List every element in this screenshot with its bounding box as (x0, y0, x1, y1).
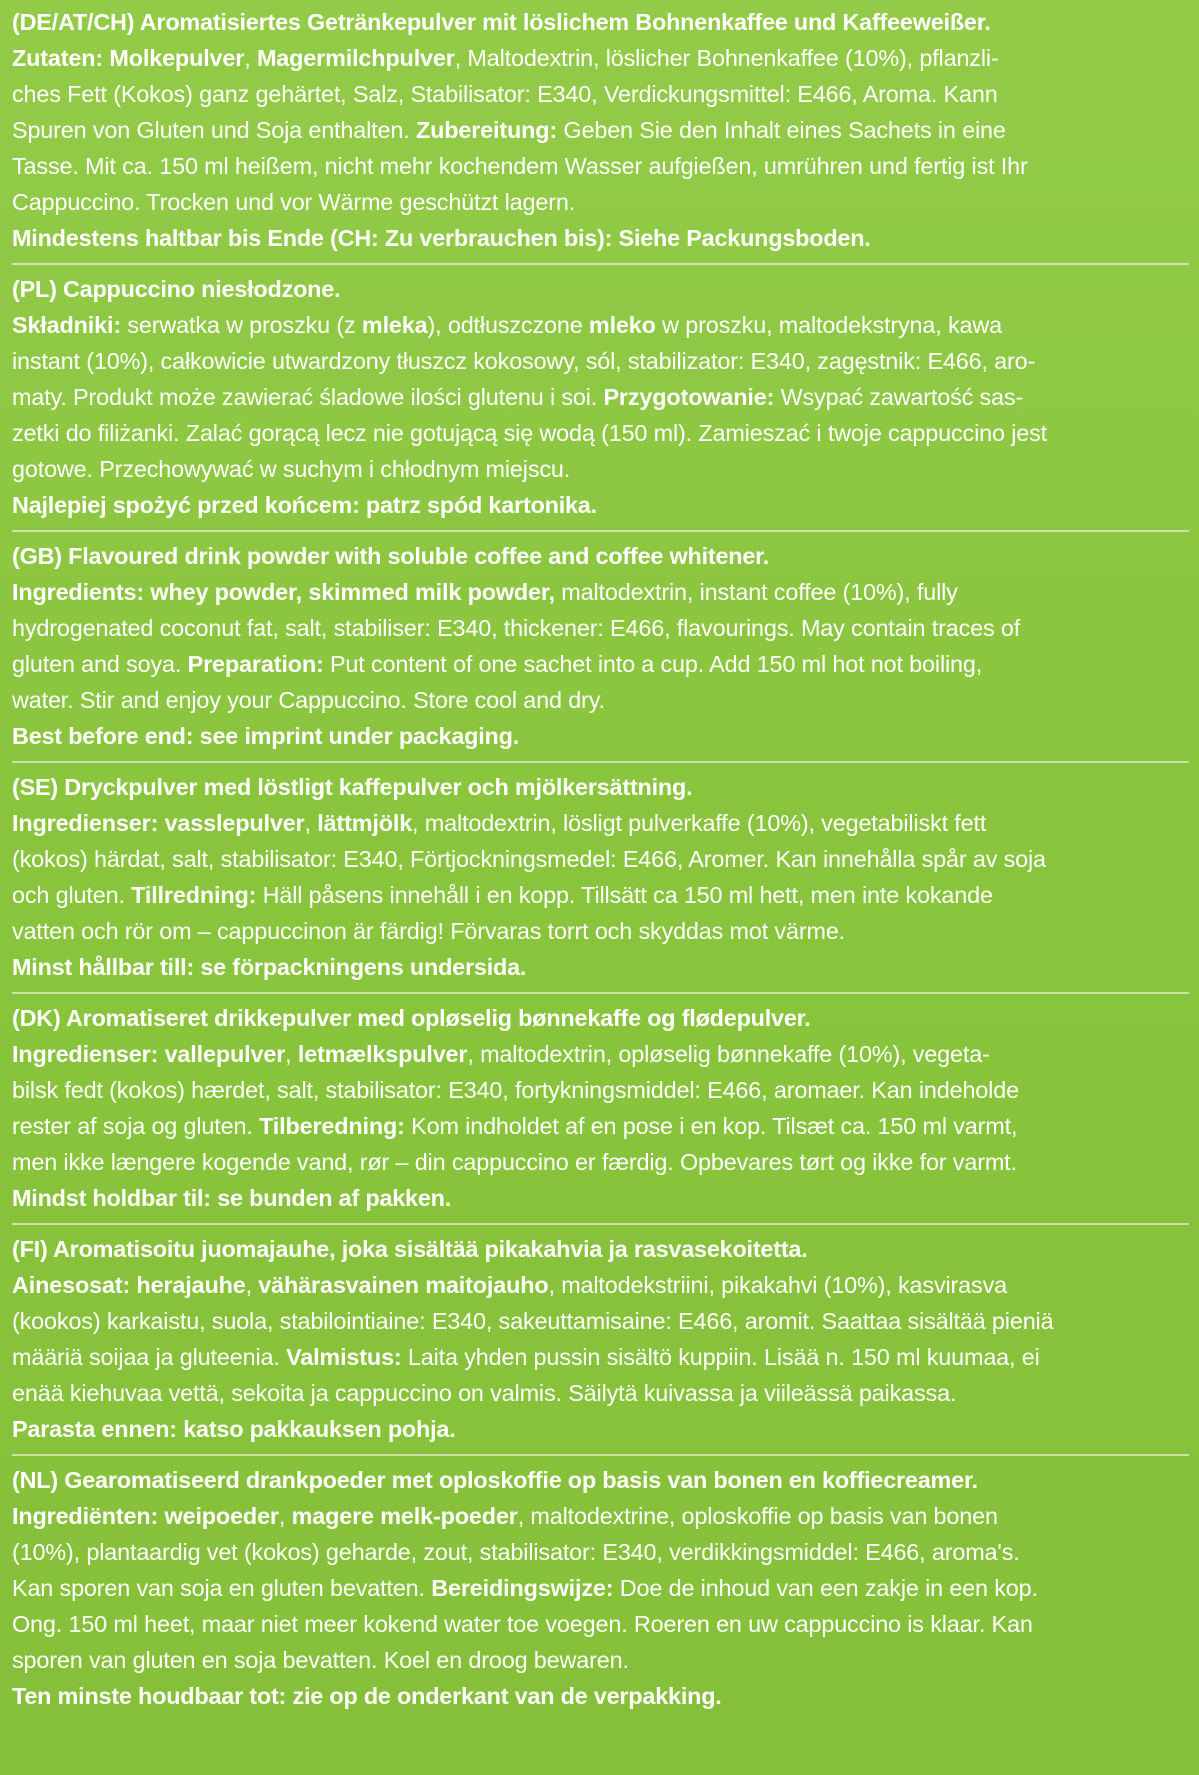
text-run: , Maltodextrin, löslicher Bohnenkaffee (10%), pflanzli- (454, 45, 999, 71)
body-line (12, 184, 1189, 220)
text-run: Kan sporen van soja en gluten bevatten. (12, 1575, 432, 1601)
bold-run: Preparation: (187, 651, 324, 677)
bold-run: letmælkspulver (297, 1041, 468, 1067)
best-before: Mindestens haltbar bis Ende (CH: Zu verbrauchen bis): Siehe Packungsboden. (12, 225, 871, 251)
body-line (12, 877, 1189, 913)
bold-run: Ingrediënten: weipoeder (12, 1503, 279, 1529)
section-body (12, 1036, 1189, 1180)
body-line (12, 148, 1189, 184)
text-run: Geben Sie den Inhalt eines Sachets in eine (557, 117, 1006, 143)
body-line (12, 610, 1189, 646)
bold-run: Tillredning: (131, 882, 257, 908)
text-run: , maltodextrin, opløselig bønnekaffe (10%), vegeta- (467, 1041, 990, 1067)
body-line (12, 574, 1189, 610)
body-line (12, 1072, 1189, 1108)
text-run: , (285, 1041, 298, 1067)
best-before: Minst hållbar till: se förpackningens undersida. (12, 954, 527, 980)
bold-run: Zutaten: Molkepulver (12, 45, 245, 71)
body-line (12, 307, 1189, 343)
section-heading: (DK) Aromatiseret drikkepulver med opløselig bønnekaffe og flødepulver. (12, 1005, 811, 1031)
bold-run: Ainesosat: herajauhe (12, 1272, 246, 1298)
text-run: Wsypać zawartość sas- (774, 384, 1024, 410)
section-fi (12, 1231, 1189, 1456)
best-before: Parasta ennen: katso pakkauksen pohja. (12, 1416, 456, 1442)
text-run: , maltodextrine, oploskoffie op basis van bonen (517, 1503, 998, 1529)
body-line (12, 1144, 1189, 1180)
body-line (12, 682, 1189, 718)
bold-run: mleka (361, 312, 428, 338)
section-body (12, 307, 1189, 487)
section-gb (12, 538, 1189, 763)
section-nl (12, 1462, 1189, 1721)
text-run: gotowe. Przechowywać w suchym i chłodnym miejscu. (12, 456, 571, 482)
text-run: maltodextrin, instant coffee (10%), fully (554, 579, 958, 605)
bold-run: vähärasvainen maitojauho (258, 1272, 549, 1298)
text-run: Cappuccino. Trocken und vor Wärme geschützt lagern. (12, 189, 576, 215)
body-line (12, 1606, 1189, 1642)
best-before: Best before end: see imprint under packaging. (12, 723, 519, 749)
text-run: vatten och rör om – cappuccinon är färdig! Förvaras torrt och skyddas mot värme. (12, 918, 846, 944)
section-dk (12, 1000, 1189, 1225)
bold-run: magere melk-poeder (291, 1503, 518, 1529)
section-body (12, 1498, 1189, 1678)
body-line (12, 1267, 1189, 1303)
section-body (12, 574, 1189, 718)
text-run: määriä soijaa ja gluteenia. (12, 1344, 287, 1370)
section-body (12, 1267, 1189, 1411)
text-run: Häll påsens innehåll i en kopp. Tillsätt ca 150 ml hett, men inte kokande (256, 882, 993, 908)
best-before: Mindst holdbar til: se bunden af pakken. (12, 1185, 452, 1211)
text-run: , (245, 1272, 259, 1298)
text-run: serwatka w proszku (z (121, 312, 362, 338)
text-run: gluten and soya. (12, 651, 188, 677)
section-de (12, 4, 1189, 265)
body-line (12, 379, 1189, 415)
text-run: , maltodextrin, lösligt pulverkaffe (10%), vegetabiliskt fett (412, 810, 987, 836)
section-heading: (NL) Gearomatiseerd drankpoeder met oploskoffie op basis van bonen en koffiecreamer. (12, 1467, 978, 1493)
text-run: , (244, 45, 257, 71)
text-run: Doe de inhoud van een zakje in een kop. (613, 1575, 1038, 1601)
bold-run: Przygotowanie: (603, 384, 775, 410)
bold-run: Bereidingswijze: (431, 1575, 614, 1601)
text-run: Spuren von Gluten und Soja enthalten. (12, 117, 416, 143)
section-heading: (FI) Aromatisoitu juomajauhe, joka sisältää pikakahvia ja rasvasekoitetta. (12, 1236, 808, 1262)
text-run: , (278, 1503, 292, 1529)
text-run: (kookos) karkaistu, suola, stabilointiaine: E340, sakeuttamisaine: E466, aromit. Saattaa sisältää pieniä (12, 1308, 1054, 1334)
text-run: hydrogenated coconut fat, salt, stabiliser: E340, thickener: E466, flavourings. May contain traces of (12, 615, 1021, 641)
text-run: men ikke længere kogende vand, rør – din cappuccino er færdig. Opbevares tørt og ikke for varmt. (12, 1149, 1017, 1175)
body-line (12, 1108, 1189, 1144)
text-run: , (304, 810, 318, 836)
text-run: zetki do filiżanki. Zalać gorącą lecz nie gotującą się wodą (150 ml). Zamieszać i twoje cappuccino jest (12, 420, 1048, 446)
text-run: Ong. 150 ml heet, maar niet meer kokend water toe voegen. Roeren en uw cappuccino is klaar. Kan (12, 1611, 1033, 1637)
bold-run: Ingredienser: vasslepulver (12, 810, 305, 836)
body-line (12, 805, 1189, 841)
text-run: (10%), plantaardig vet (kokos) geharde, zout, stabilisator: E340, verdikkingsmiddel: E466, aroma's. (12, 1539, 1020, 1565)
text-run: Laita yhden pussin sisältö kuppiin. Lisää n. 150 ml kuumaa, ei (401, 1344, 1040, 1370)
section-body (12, 805, 1189, 949)
text-run: ches Fett (Kokos) ganz gehärtet, Salz, Stabilisator: E340, Verdickungsmittel: E466, Aroma. Kann (12, 81, 998, 107)
body-line (12, 646, 1189, 682)
bold-run: Magermilchpulver (256, 45, 455, 71)
text-run: Tasse. Mit ca. 150 ml heißem, nicht mehr kochendem Wasser aufgießen, umrühren und fertig ist Ihr (12, 153, 1028, 179)
bold-run: mleko (588, 312, 656, 338)
best-before: Najlepiej spożyć przed końcem: patrz spód kartonika. (12, 492, 597, 518)
text-run: , maltodekstriini, pikakahvi (10%), kasvirasva (548, 1272, 1007, 1298)
best-before: Ten minste houdbaar tot: zie op de onderkant van de verpakking. (12, 1683, 722, 1709)
body-line (12, 1036, 1189, 1072)
text-run: ), odtłuszczone (427, 312, 589, 338)
body-line (12, 841, 1189, 877)
body-line (12, 343, 1189, 379)
body-line (12, 415, 1189, 451)
text-run: maty. Produkt może zawierać śladowe ilości glutenu i soi. (12, 384, 604, 410)
text-run: w proszku, maltodekstryna, kawa (655, 312, 1002, 338)
text-run: Put content of one sachet into a cup. Add 150 ml hot not boiling, (323, 651, 983, 677)
bold-run: lättmjölk (317, 810, 413, 836)
body-line (12, 451, 1189, 487)
text-run: sporen van gluten en soja bevatten. Koel en droog bewaren. (12, 1647, 629, 1673)
bold-run: Ingredienser: vallepulver (12, 1041, 286, 1067)
section-pl (12, 271, 1189, 532)
body-line (12, 112, 1189, 148)
text-run: rester af soja og gluten. (12, 1113, 260, 1139)
body-line (12, 1303, 1189, 1339)
body-line (12, 913, 1189, 949)
text-run: water. Stir and enjoy your Cappuccino. Store cool and dry. (12, 687, 605, 713)
section-heading: (SE) Dryckpulver med löstligt kaffepulver och mjölkersättning. (12, 774, 693, 800)
text-run: enää kiehuvaa vettä, sekoita ja cappuccino on valmis. Säilytä kuivassa ja viileässä paikassa. (12, 1380, 957, 1406)
section-heading: (PL) Cappuccino niesłodzone. (12, 276, 341, 302)
text-run: och gluten. (12, 882, 132, 908)
body-line (12, 1534, 1189, 1570)
body-line (12, 1375, 1189, 1411)
bold-run: Zubereitung: (415, 117, 558, 143)
text-run: (kokos) härdat, salt, stabilisator: E340, Förtjockningsmedel: E466, Aromer. Kan innehålla spår av soja (12, 846, 1046, 872)
text-run: bilsk fedt (kokos) hærdet, salt, stabilisator: E340, fortykningsmiddel: E466, aromaer. Kan indeholde (12, 1077, 1019, 1103)
section-heading: (DE/AT/CH) Aromatisiertes Getränkepulver mit löslichem Bohnenkaffee und Kaffeeweißer. (12, 9, 991, 35)
body-line (12, 1570, 1189, 1606)
section-body (12, 40, 1189, 220)
body-line (12, 1339, 1189, 1375)
body-line (12, 1642, 1189, 1678)
body-line (12, 76, 1189, 112)
section-se (12, 769, 1189, 994)
text-run: Kom indholdet af en pose i en kop. Tilsæt ca. 150 ml varmt, (404, 1113, 1018, 1139)
bold-run: Valmistus: (286, 1344, 402, 1370)
bold-run: Składniki: (12, 312, 121, 338)
body-line (12, 1498, 1189, 1534)
bold-run: Ingredients: whey powder, skimmed milk powder, (12, 579, 555, 605)
bold-run: Tilberedning: (259, 1113, 405, 1139)
section-heading: (GB) Flavoured drink powder with soluble coffee and coffee whitener. (12, 543, 770, 569)
body-line (12, 40, 1189, 76)
text-run: instant (10%), całkowicie utwardzony tłuszcz kokosowy, sól, stabilizator: E340, zagęstnik: E466, aro- (12, 348, 1036, 374)
